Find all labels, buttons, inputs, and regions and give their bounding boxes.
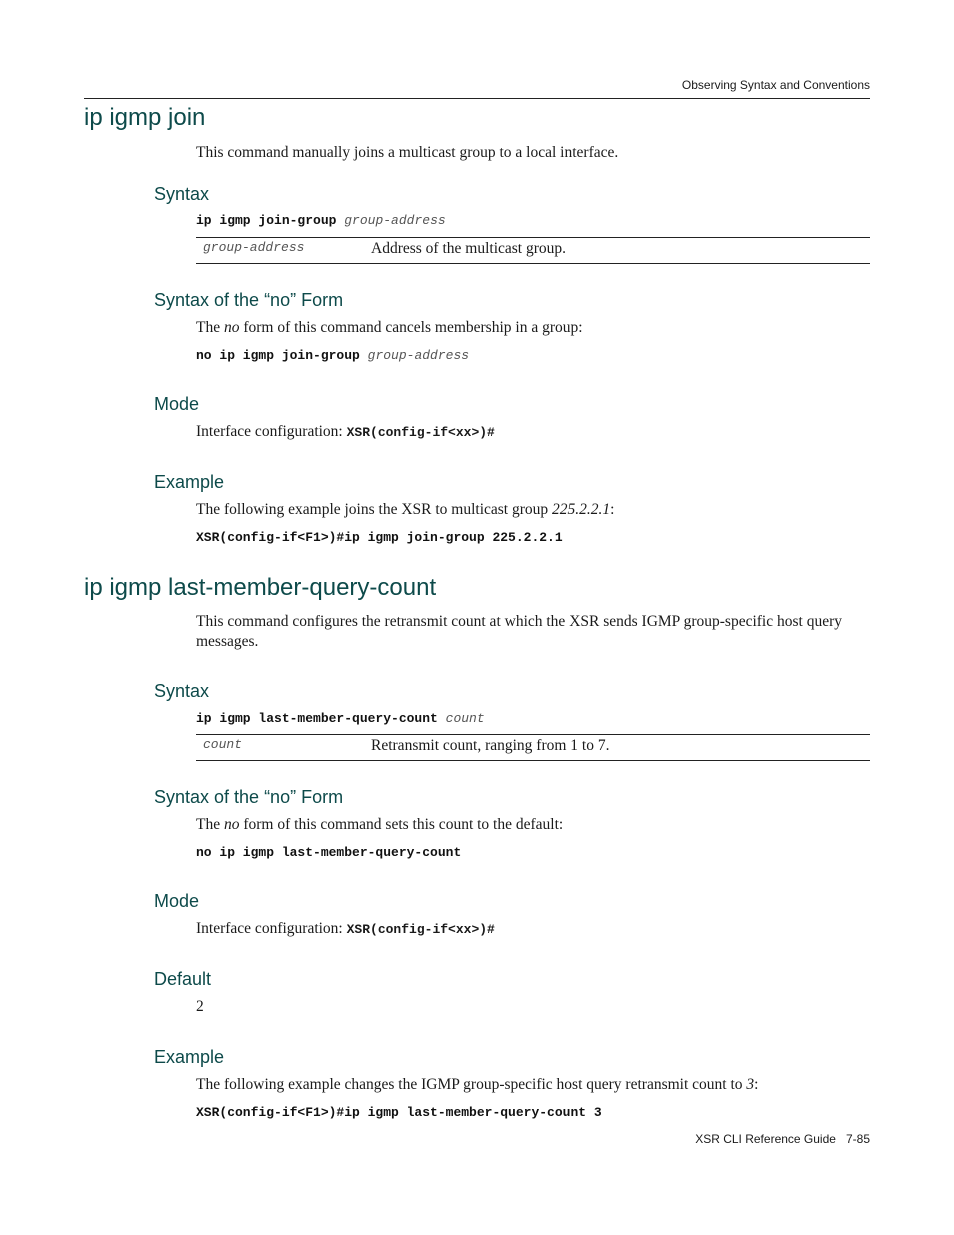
text-run: The following example changes the IGMP group-specific host query retransmit count to [196, 1076, 747, 1093]
parameter-table [196, 734, 870, 761]
example-description [196, 1075, 758, 1095]
parameter-table [196, 237, 870, 264]
header-rule [84, 98, 870, 99]
parameter-name: count [203, 737, 243, 752]
syntax-heading: Syntax [154, 681, 210, 701]
example-value: 3 [746, 1076, 755, 1093]
mode-heading: Mode [154, 891, 200, 911]
example-value: 225.2.2.1 [552, 501, 611, 518]
mode-heading: Mode [154, 394, 200, 414]
syntax-heading: Syntax [154, 184, 210, 204]
section-description: This command configures the retransmit count at which the XSR sends IGMP group-specific host query messages. [196, 613, 842, 650]
no-form-heading: Syntax of the “no” Form [154, 290, 344, 310]
example-description [196, 500, 614, 520]
parameter-description: Retransmit count, ranging from 1 to 7. [371, 737, 610, 754]
command-keyword: no ip igmp join-group [196, 348, 360, 363]
no-form-description [196, 815, 563, 835]
mode-text [196, 422, 495, 443]
command-argument: group-address [367, 348, 470, 363]
page-number: 7-85 [845, 1132, 870, 1146]
no-keyword: no [223, 319, 240, 336]
example-command: XSR(config-if<F1>)#ip igmp last-member-query-count 3 [196, 1105, 602, 1120]
command-keyword: ip igmp last-member-query-count [196, 711, 438, 726]
mode-prompt: XSR(config-if<xx>)# [346, 425, 495, 440]
mode-prompt: XSR(config-if<xx>)# [346, 922, 495, 937]
command-keyword: ip igmp join-group [196, 213, 337, 228]
no-keyword: no [223, 816, 240, 833]
section-title-lmqc: ip igmp last-member-query-count [84, 574, 437, 601]
no-form-heading: Syntax of the “no” Form [154, 787, 344, 807]
parameter-name: group-address [203, 240, 305, 255]
default-value: 2 [196, 998, 204, 1015]
no-form-command [196, 348, 469, 363]
text-run: The [196, 816, 224, 833]
syntax-command [196, 213, 446, 228]
page-footer [695, 1132, 870, 1146]
text-run: : [754, 1076, 759, 1093]
text-run: The following example joins the XSR to multicast group [196, 501, 553, 518]
footer-guide-title: XSR CLI Reference Guide [695, 1132, 836, 1146]
text-run: form of this command cancels membership in a group: [239, 319, 583, 336]
text-run: Interface configuration: [196, 423, 347, 440]
example-heading: Example [154, 1047, 225, 1067]
text-run: The [196, 319, 224, 336]
no-form-command: no ip igmp last-member-query-count [196, 845, 462, 860]
text-run: form of this command sets this count to the default: [239, 816, 564, 833]
section-description: This command manually joins a multicast group to a local interface. [196, 144, 619, 161]
parameter-description: Address of the multicast group. [371, 240, 567, 257]
syntax-command [196, 711, 485, 726]
text-run: : [610, 501, 615, 518]
example-command: XSR(config-if<F1>)#ip igmp join-group 225.2.2.1 [196, 530, 563, 545]
default-heading: Default [154, 969, 212, 989]
section-title-join: ip igmp join [84, 104, 206, 131]
command-argument: group-address [344, 213, 446, 228]
running-header: Observing Syntax and Conventions [681, 78, 870, 92]
no-form-description [196, 318, 583, 338]
text-run: Interface configuration: [196, 920, 347, 937]
mode-text [196, 919, 495, 940]
command-argument: count [445, 711, 485, 726]
example-heading: Example [154, 472, 225, 492]
